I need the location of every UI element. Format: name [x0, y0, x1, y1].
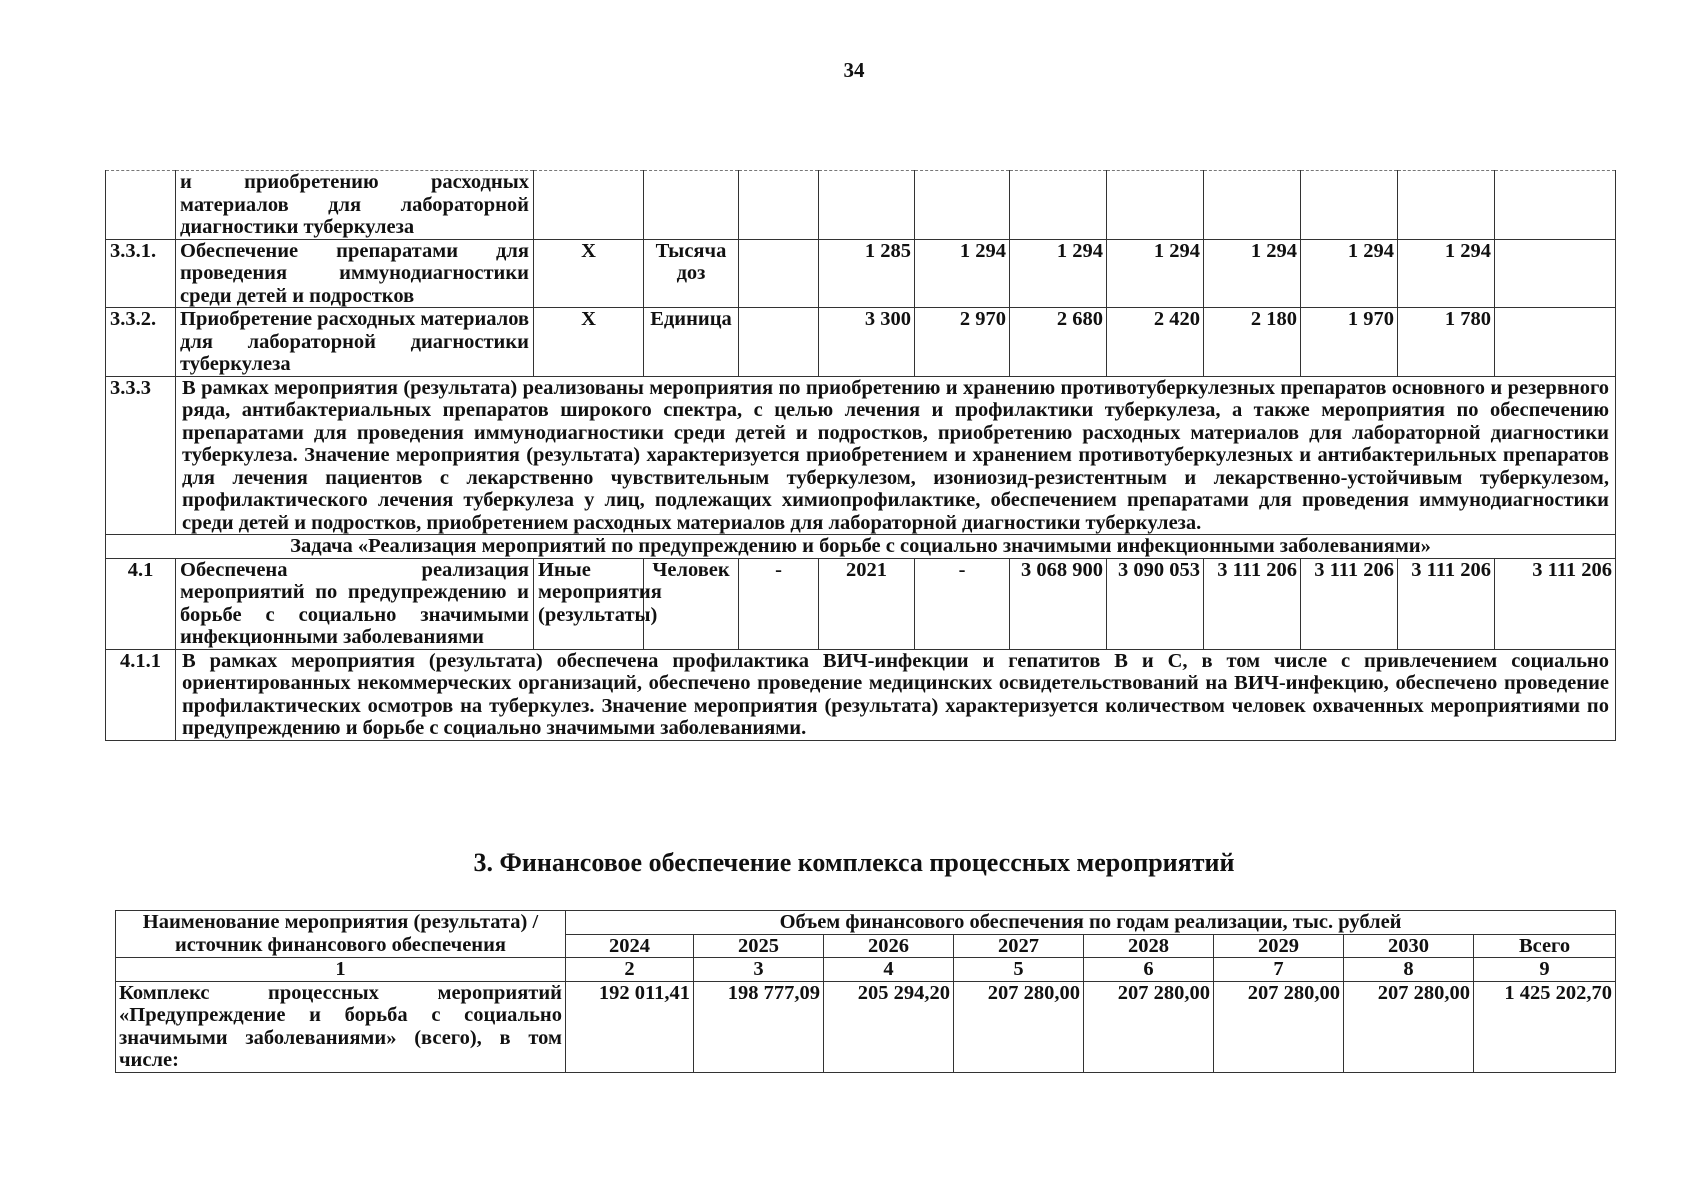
row-value: 2 970 [915, 308, 1010, 377]
row-number: 3.3.3 [106, 376, 176, 535]
row-description: В рамках мероприятия (результата) обеспечена профилактика ВИЧ-инфекции и гепатитов В и С, в том числе с привлечением социально ориентированных некоммерческих организаций, обеспечено проведение медицинских освидетельствований на ВИЧ-инфекцию, обеспечено проведение профилактических осмотров на туберкулез. Значение мероприятия (результата) характеризуется количеством человек охваченных мероприятиями по предупреждению и борьбе с социально значимыми заболеваниями. [176, 649, 1616, 740]
year-header: 2026 [824, 934, 954, 958]
row-value: 1 780 [1398, 308, 1495, 377]
row-dash: - [915, 558, 1010, 649]
table-row [106, 649, 1616, 740]
total-header: Всего [1474, 934, 1616, 958]
year-header: 2024 [566, 934, 694, 958]
table-row [106, 558, 1616, 649]
row-base-year [1495, 239, 1616, 308]
row-number: 3.3.1. [106, 239, 176, 308]
row-base-year: 2021 [819, 558, 915, 649]
row-value: 205 294,20 [824, 981, 954, 1072]
header-volume: Объем финансового обеспечения по годам реализации, тыс. рублей [566, 911, 1616, 935]
header-row [116, 911, 1616, 935]
row-value: 198 777,09 [694, 981, 824, 1072]
row-type: X [534, 308, 644, 377]
task-row [106, 535, 1616, 559]
column-number: 4 [824, 958, 954, 982]
row-number: 3.3.2. [106, 308, 176, 377]
row-value: 3 090 053 [1107, 558, 1204, 649]
table-row [106, 308, 1616, 377]
row-value: 1 294 [1107, 239, 1204, 308]
row-description: В рамках мероприятия (результата) реализованы мероприятия по приобретению и хранению противотуберкулезных препаратов основного и резервного ряда, антибактериальных препаратов широкого спектра, с целью лечения и профилактики туберкулеза, а также мероприятия по обеспечению препаратами для проведения иммунодиагностики среди детей и подростков, приобретению расходных материалов для лабораторной диагностики туберкулеза. Значение мероприятия (результата) характеризуется приобретением и хранением противотуберкулезных и антибактерильных препаратов для лечения пациентов с лекарственно чувствительным туберкулезом, изониозид-резистентным и лекарственно-устойчивым туберкулезом, профилактического лечения туберкулеза у лиц, подлежащих химиопрофилактике, обеспечением препаратами для проведения иммунодиагностики среди детей и подростков, приобретением расходных материалов для лабораторной диагностики туберкулеза. [176, 376, 1616, 535]
row-value: 2 680 [1010, 308, 1107, 377]
table-row [106, 376, 1616, 535]
column-number: 3 [694, 958, 824, 982]
table-row [116, 981, 1616, 1072]
row-base-value [739, 239, 819, 308]
row-base-value [739, 308, 819, 377]
row-value: 1 285 [819, 239, 915, 308]
row-value: 3 111 206 [1204, 558, 1301, 649]
table-row [106, 171, 1616, 240]
finance-table [115, 910, 1616, 1073]
column-number: 8 [1344, 958, 1474, 982]
row-value: 1 294 [915, 239, 1010, 308]
section-title: 3. Финансовое обеспечение комплекса процессных мероприятий [473, 848, 1235, 877]
table-row [106, 239, 1616, 308]
row-number: 4.1.1 [106, 649, 176, 740]
row-base-year [1495, 308, 1616, 377]
header-name: Наименование мероприятия (результата) / источник финансового обеспечения [116, 911, 566, 958]
row-type: Иные мероприятия (результаты) [534, 558, 644, 649]
row-unit: Тысяча доз [644, 239, 739, 308]
row-base-value: - [739, 558, 819, 649]
row-value: 3 111 206 [1301, 558, 1398, 649]
row-value: 1 294 [1398, 239, 1495, 308]
column-number: 1 [116, 958, 566, 982]
row-value: 3 111 206 [1398, 558, 1495, 649]
year-header: 2027 [954, 934, 1084, 958]
row-total: 1 425 202,70 [1474, 981, 1616, 1072]
column-number: 9 [1474, 958, 1616, 982]
indicators-table [105, 170, 1616, 741]
row-value: 1 970 [1301, 308, 1398, 377]
row-name: и приобретению расходных материалов для лабораторной диагностики туберкулеза [176, 171, 534, 240]
column-number: 7 [1214, 958, 1344, 982]
year-header: 2028 [1084, 934, 1214, 958]
row-value: 1 294 [1301, 239, 1398, 308]
row-type: X [534, 239, 644, 308]
column-number: 6 [1084, 958, 1214, 982]
row-value: 207 280,00 [1344, 981, 1474, 1072]
task-title: Задача «Реализация мероприятий по предупреждению и борьбе с социально значимыми инфекционными заболеваниями» [106, 535, 1616, 559]
row-value: 3 111 206 [1495, 558, 1616, 649]
year-header: 2030 [1344, 934, 1474, 958]
page-number: 34 [843, 58, 865, 82]
column-number: 5 [954, 958, 1084, 982]
column-number: 2 [566, 958, 694, 982]
row-value: 2 180 [1204, 308, 1301, 377]
row-number: 4.1 [106, 558, 176, 649]
row-value: 1 294 [1204, 239, 1301, 308]
row-value: 207 280,00 [1214, 981, 1344, 1072]
row-name: Обеспечена реализация мероприятий по предупреждению и борьбе с социально значимыми инфекционными заболеваниями [176, 558, 534, 649]
row-unit: Единица [644, 308, 739, 377]
row-value: 3 300 [819, 308, 915, 377]
year-header: 2025 [694, 934, 824, 958]
row-name: Обеспечение препаратами для проведения иммунодиагностики среди детей и подростков [176, 239, 534, 308]
row-value: 207 280,00 [954, 981, 1084, 1072]
row-value: 3 068 900 [1010, 558, 1107, 649]
row-name: Приобретение расходных материалов для лабораторной диагностики туберкулеза [176, 308, 534, 377]
row-unit: Человек [644, 558, 739, 649]
column-number-row [116, 958, 1616, 982]
year-header: 2029 [1214, 934, 1344, 958]
row-name: Комплекс процессных мероприятий «Предупреждение и борьба с социально значимыми заболеваниями» (всего), в том числе: [116, 981, 566, 1072]
row-value: 192 011,41 [566, 981, 694, 1072]
row-value: 1 294 [1010, 239, 1107, 308]
row-value: 2 420 [1107, 308, 1204, 377]
row-value: 207 280,00 [1084, 981, 1214, 1072]
